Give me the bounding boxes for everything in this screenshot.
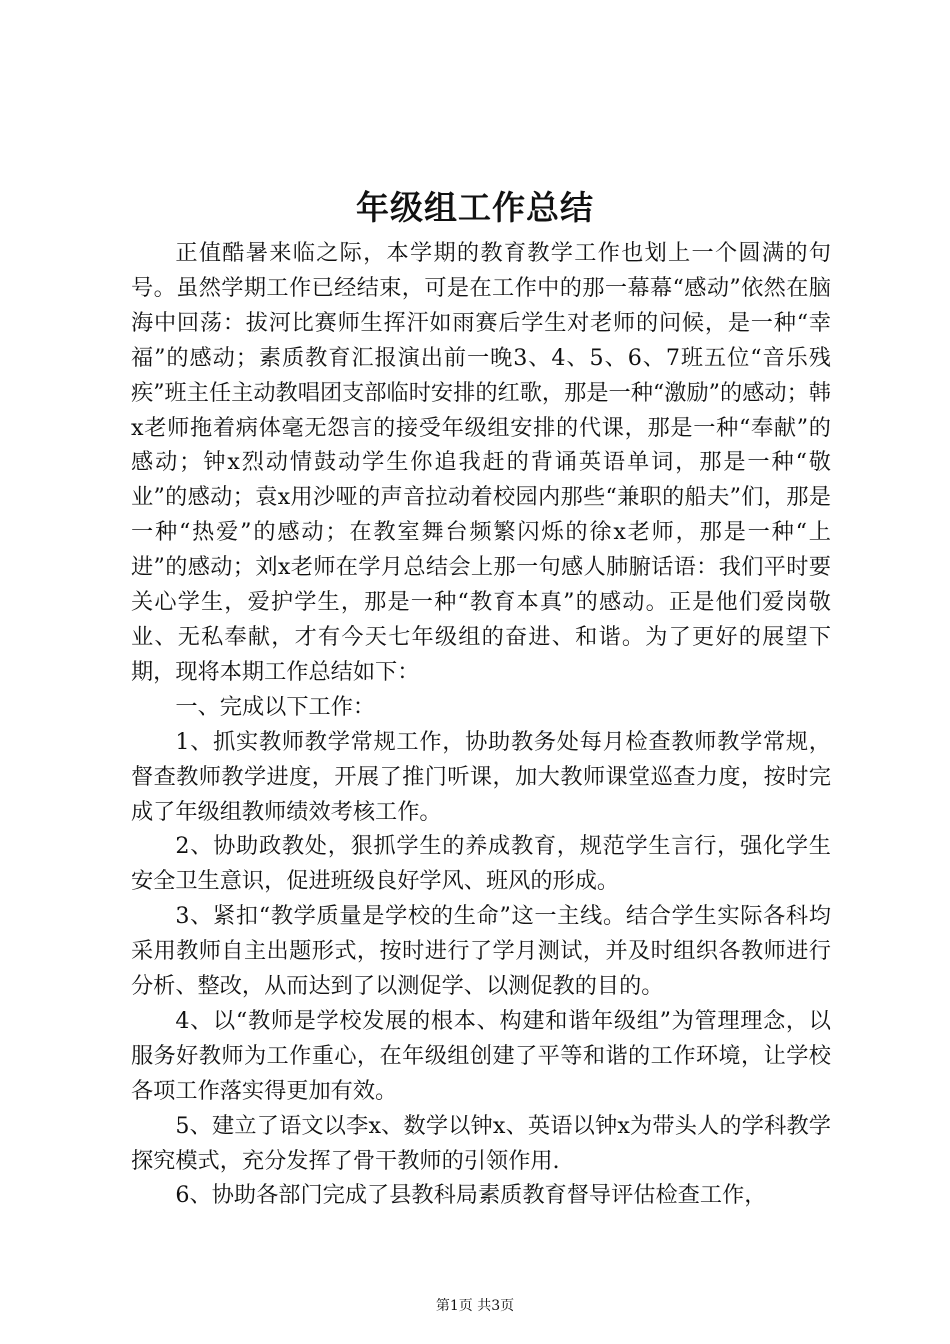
section-heading: 一、完成以下工作： (175, 693, 376, 720)
page-number: 第1页 共3页 (435, 1298, 515, 1314)
intro-paragraph: 正值酷暑来临之际，本学期的教育教学工作也划上一个圆满的句号。虽然学期工作已经结束，可是在工作中的那一幕幕“感动”依然在脑海中回荡：拔河比赛师生挥汗如雨赛后学生对老师的问候，是一种“幸福”的感动；素质教育汇报演出前一晚3、4、5、6、7班五位“音乐残疾”班主任主动教唱团支部临时安排的红歌，那是一种“激励”的感动；韩x老师拖着病体毫无怨言的接受年级组安排的代课，那是一种“奉献”的感动；钟x烈动情鼓动学生你追我赶的背诵英语单词，那是一种“敬业”的感动；袁x用沙哑的声音拉动着校园内那些“兼职的船夫”们，那是一种“热爱”的感动；在教室舞台频繁闪烁的徐x老师，那是一种“上进”的感动；刘x老师在学月总结会上那一句感人肺腑话语：我们平时要关心学生，爱护学生，那是一种“教育本真”的感动。正是他们爱岗敬业、无私奉献，才有今天七年级组的奋进、和谐。为了更好的展望下期，现将本期工作总结如下： (131, 240, 831, 685)
list-item: 2、协助政教处，狠抓学生的养成教育，规范学生言行，强化学生安全卫生意识，促进班级良好学风、班风的形成。 (131, 833, 831, 895)
list-item: 3、紧扣“教学质量是学校的生命”这一主线。结合学生实际各科均采用教师自主出题形式，按时进行了学月测试，并及时组织各教师进行分析、整改，从而达到了以测促学、以测促教的目的。 (131, 903, 831, 1000)
document-body (131, 236, 831, 1213)
document-title: 年级组工作总结 (356, 188, 594, 227)
list-item: 6、协助各部门完成了县教科局素质教育督导评估检查工作， (175, 1182, 767, 1209)
list-item: 4、以“教师是学校发展的根本、构建和谐年级组”为管理理念，以服务好教师为工作重心，在年级组创建了平等和谐的工作环境，让学校各项工作落实得更加有效。 (131, 1007, 831, 1104)
list-item: 5、建立了语文以李x、数学以钟x、英语以钟x为带头人的学科教学探究模式，充分发挥了骨干教师的引领作用. (131, 1112, 831, 1174)
list-item: 1、抓实教师教学常规工作，协助教务处每月检查教师教学常规，督查教师教学进度，开展了推门听课，加大教师课堂巡查力度，按时完成了年级组教师绩效考核工作。 (131, 728, 831, 825)
